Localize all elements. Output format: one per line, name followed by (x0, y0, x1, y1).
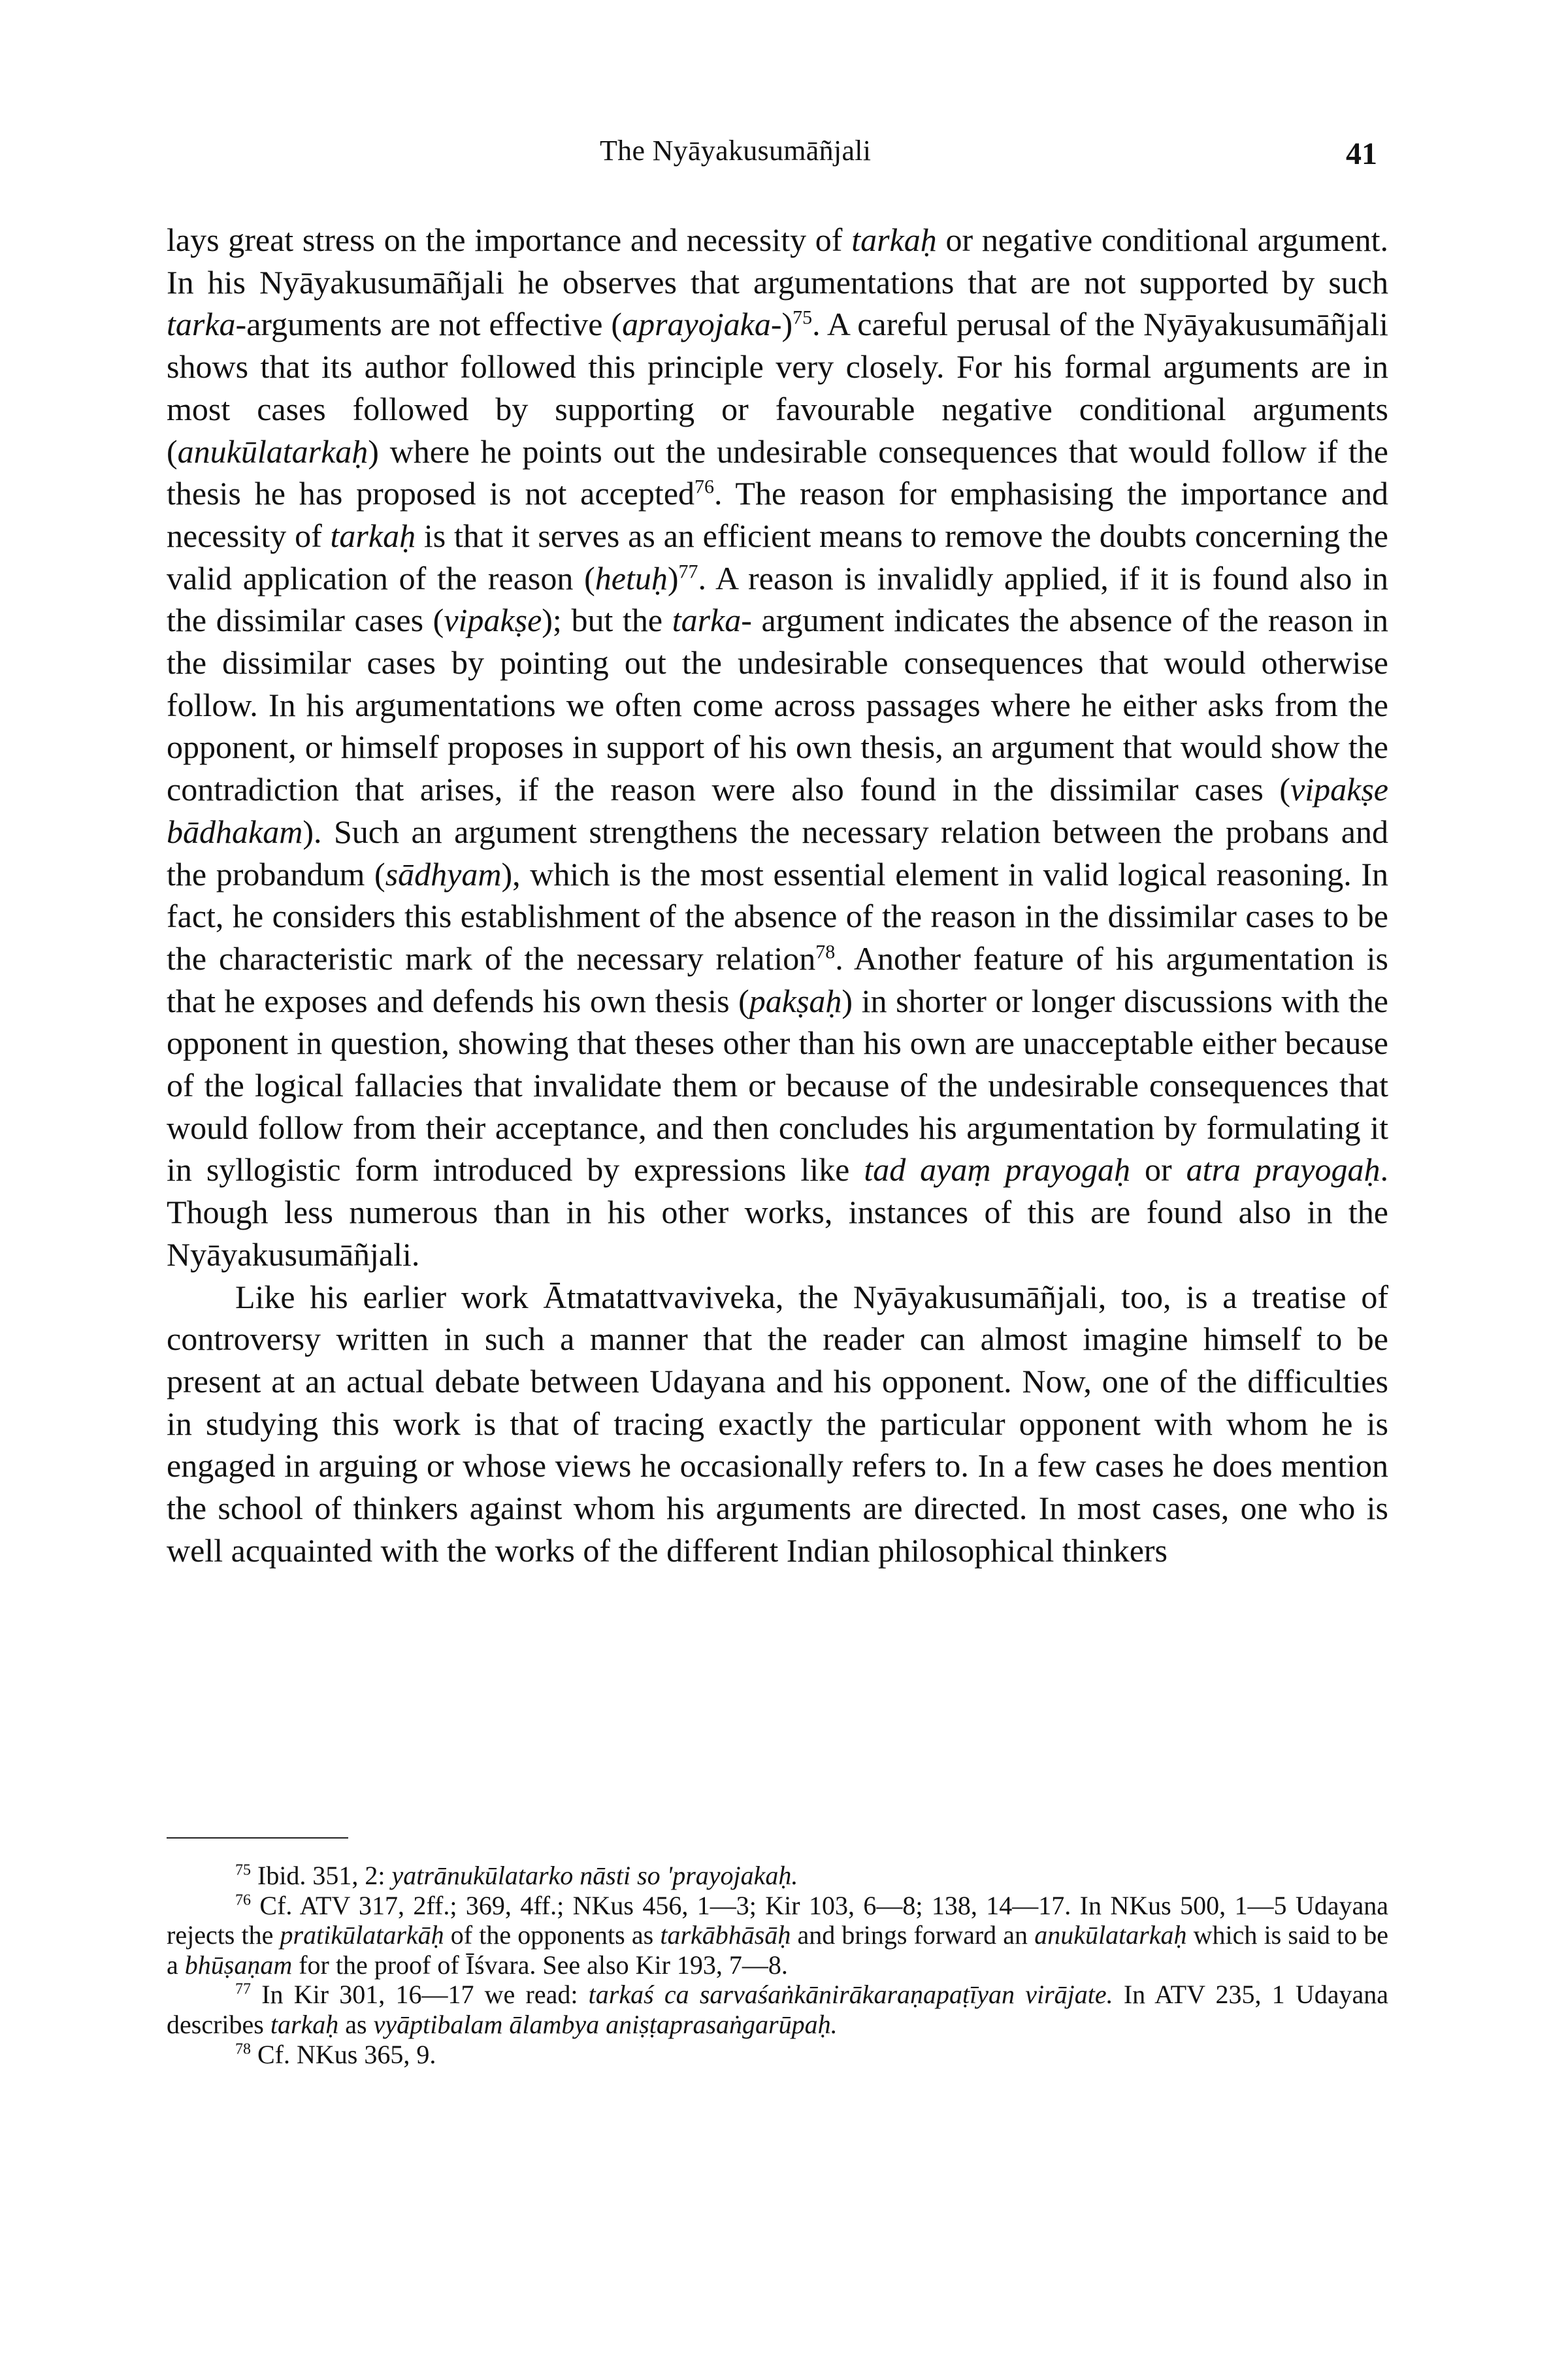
italic-term: tarkaś ca sarvaśaṅkānirākaraṇapaṭīyan virājate. (588, 1980, 1113, 2010)
footnote-marker: 76 (235, 1891, 251, 1909)
text-run: ) (667, 559, 679, 597)
text-run: or negative conditional argument. In his Nyāyakusumāñjali he observes that argumentations that are not supported by such (167, 221, 1388, 301)
italic-term: tarkābhāsāḥ (660, 1920, 791, 1950)
italic-term: tarka- (672, 602, 752, 639)
footnote-75 (167, 1861, 1388, 1891)
running-title: The Nyāyakusumāñjali (600, 135, 872, 167)
text-run: which is said to be a (167, 1920, 1388, 1980)
text-run: ). Such an argument strengthens the necessary relation between the probans and the probandum ( (167, 813, 1388, 892)
text-run: of the opponents as (444, 1920, 661, 1950)
text-run: is that it serves as an efficient means to remove the doubts concerning the valid application of the reason ( (167, 517, 1388, 597)
text-run: . A reason is invalidly applied, if it is found also in the dissimilar cases ( (167, 559, 1389, 639)
footnote-ref: 76 (694, 476, 715, 498)
italic-term: tad ayaṃ prayogaḥ (864, 1151, 1131, 1188)
footnote-76 (167, 1891, 1388, 1980)
italic-term: tarkaḥ (330, 517, 416, 554)
text-run: Cf. ATV 317, 2ff.; 369, 4ff.; NKus 456, 1—3; Kir 103, 6—8; 138, 14—17. In NKus 500, 1—5 Udayana rejects the (167, 1890, 1388, 1950)
footnote-marker: 78 (235, 2040, 251, 2058)
italic-term: anukūlatarkaḥ (1034, 1920, 1187, 1950)
text-run: ) (781, 306, 793, 343)
italic-term: vyāptibalam ālambya aniṣṭaprasaṅgarūpaḥ. (373, 2009, 838, 2039)
text-run: . A careful perusal of the Nyāyakusumāñjali shows that its author followed this principle very closely. For his formal arguments are in most cases followed by supporting or favourable negative conditional arguments ( (167, 306, 1388, 470)
text-run: . Though less numerous than in his other works, instances of this are found also in the Nyāyakusumāñjali. (167, 1151, 1388, 1273)
text-run: ); but the (542, 602, 672, 639)
footnote-77 (167, 1980, 1388, 2039)
italic-term: tarka (167, 306, 236, 343)
italic-term: vipakṣe bādhakam (167, 771, 1388, 850)
footnote-ref: 77 (678, 560, 698, 582)
footnote-separator (167, 1837, 348, 1839)
text-run: as (338, 2009, 374, 2039)
footnote-marker: 77 (235, 1981, 251, 1999)
italic-term: anukūlatarkaḥ (177, 433, 368, 470)
paragraph: Like his earlier work Ātmatattvaviveka, the Nyāyakusumāñjali, too, is a treatise of controversy written in such a manner that the reader can almost imagine himself to be present at an actual debate between Udayana and his opponent. Now, one of the difficulties in studying this work is that of tracing exactly the particular opponent with whom he is engaged in arguing or whose views he occasionally refers to. In a few cases he does mention the school of thinkers against whom his arguments are directed. In most cases, one who is well acquainted with the works of the different Indian philosophical thinkers (167, 1278, 1388, 1569)
footnotes (167, 1861, 1388, 2069)
text-run: Cf. NKus 365, 9. (251, 2039, 436, 2069)
footnote-ref: 75 (792, 306, 813, 329)
text-run: and brings forward an (791, 1920, 1035, 1950)
text-run: . Another feature of his argumentation is that he exposes and defends his own thesis ( (167, 940, 1389, 1019)
text-run: for the proof of Īśvara. See also Kir 193, 7—8. (292, 1950, 788, 1980)
text-run: In Kir 301, 16—17 we read: (251, 1980, 589, 2010)
paragraph (167, 219, 1388, 1276)
text-run: ) where he points out the undesirable consequences that would follow if the thesis he has proposed is not accepted (167, 433, 1388, 512)
italic-term: pakṣaḥ (749, 982, 842, 1019)
italic-term: atra prayogaḥ (1186, 1151, 1380, 1188)
italic-term: hetuḥ (595, 559, 668, 597)
body-text (167, 219, 1388, 1572)
page-number: 41 (1346, 137, 1377, 171)
text-run: or (1130, 1151, 1186, 1188)
footnote-78 (167, 2040, 1388, 2070)
italic-term: aprayojaka- (622, 306, 782, 343)
italic-term: vipakṣe (444, 602, 542, 639)
italic-term: sādhyam (385, 855, 502, 892)
footnote-marker: 75 (235, 1861, 251, 1879)
text-run: lays great stress on the importance and necessity of (167, 221, 852, 258)
text-run: ), which is the most essential element in valid logical reasoning. In fact, he considers this establishment of the absence of the reason in the dissimilar cases to be the characteristic mark of the necessary relation (167, 855, 1389, 977)
italic-term: bhūṣaṇam (184, 1950, 293, 1980)
text-run: ) in shorter or longer discussions with the opponent in question, showing that theses other than his own are unacceptable either because of the logical fallacies that invalidate them or because of the undesirable consequences that would follow from their acceptance, and then concludes his argumentation by formulating it in syllogistic form introduced by expressions like (167, 982, 1388, 1188)
text-run: argument indicates the absence of the reason in the dissimilar cases by pointing out the undesirable consequences that would otherwise follow. In his argumentations we often come across passages where he either asks from the opponent, or himself proposes in support of his own thesis, an argument that would show the contradiction that arises, if the reason were also found in the dissimilar cases ( (167, 602, 1388, 808)
italic-term: pratikūlatarkāḥ (280, 1920, 444, 1950)
footnote-ref: 78 (815, 941, 836, 963)
text-run: In ATV 235, 1 Udayana describes (167, 1980, 1389, 2039)
text-run: -arguments are not effective ( (235, 306, 623, 343)
italic-term: tarkaḥ (270, 2009, 339, 2039)
italic-term: yatrānukūlatarko nāsti so 'prayojakaḥ. (391, 1861, 798, 1890)
italic-term: tarkaḥ (851, 221, 937, 258)
text-run: . The reason for emphasising the importance and necessity of (167, 475, 1388, 554)
text-run: Ibid. 351, 2: (251, 1861, 392, 1890)
